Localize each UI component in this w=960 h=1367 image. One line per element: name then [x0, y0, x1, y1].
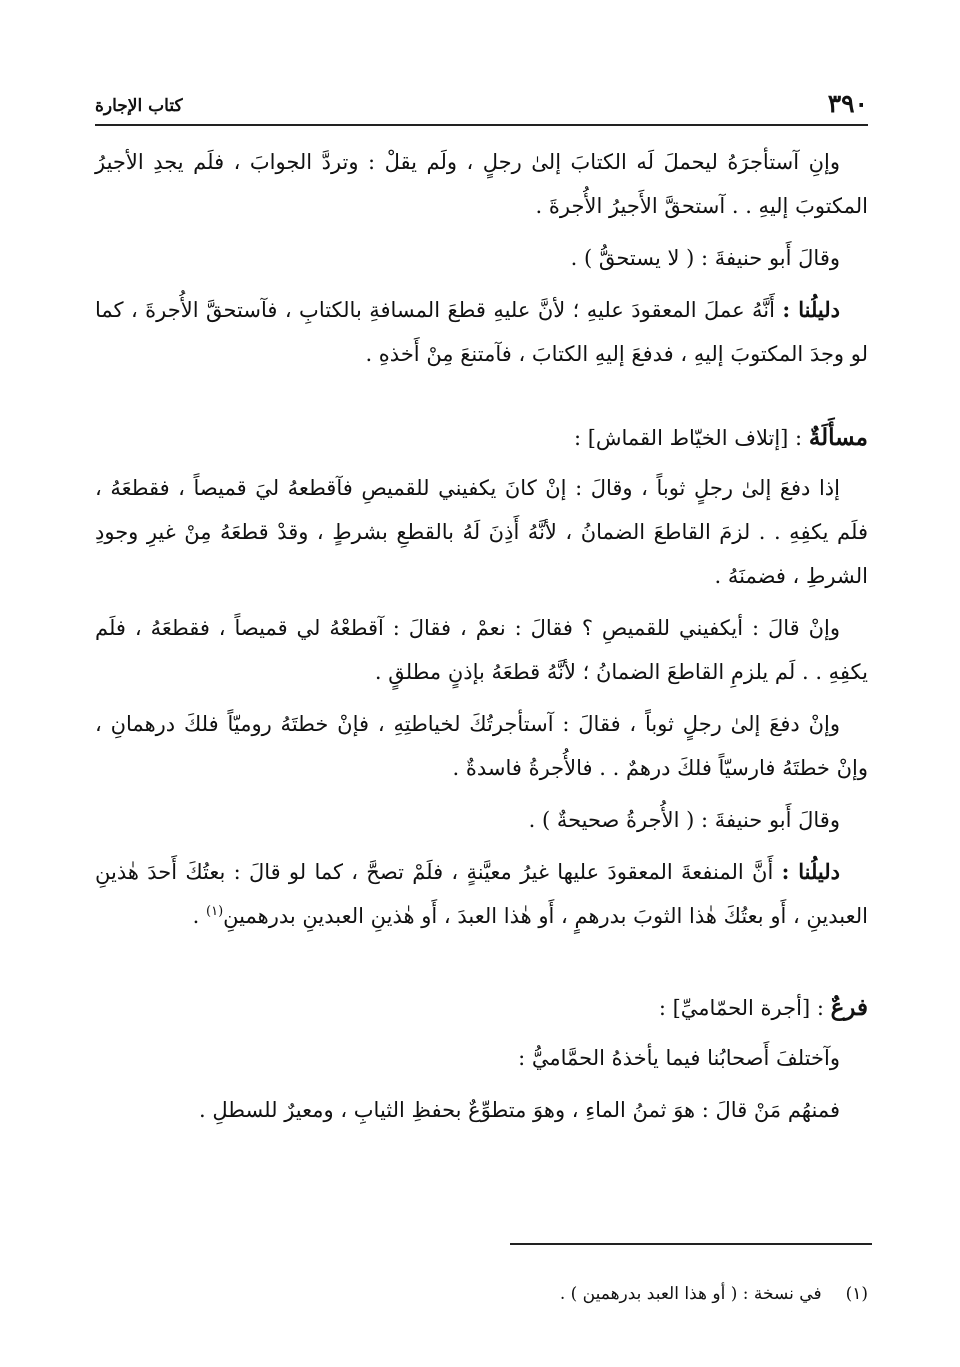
- page-number: ٣٩٠: [827, 89, 868, 118]
- paragraph-text: أَنَّهُ عملَ المعقودَ عليهِ ؛ لأنَّ عليهِ قطعَ المسافةِ بالكتابِ ، فآستحقَّ الأُجرةَ ، كما لو وجدَ المكتوبَ إليهِ ، فدفعَ إليهِ الكتابَ ، فآمتنعَ مِنْ أَخذهِ .: [95, 298, 868, 366]
- paragraph-end: .: [192, 904, 207, 928]
- paragraph: وآختلفَ أَصحابُنا فيما يأخذهُ الحمَّاميُّ :: [518, 1046, 840, 1070]
- paragraph-text: أَنَّ المنفعةَ المعقودَ عليها غيرُ معيَّنةٍ ، فلَمْ تصحَّ ، كما لو قالَ : بعتُكَ أَحدَ هٰذينِ العبدينِ ، أَو بعتُكَ هٰذا الثوبَ بدرهمٍ ، أَو هٰذا العبدَ ، أَو هٰذينِ العبدينِ بدرهمينِ: [95, 860, 868, 928]
- section-heading-issue: [95, 416, 868, 460]
- book-title: كتاب الإجارة: [95, 96, 183, 116]
- footnote-text: في نسخة : ( أو هذا العبد بدرهمين ) .: [559, 1284, 822, 1304]
- paragraph: وإنْ قالَ : أيكفيني للقميصِ ؟ فقالَ : نعمْ ، فقالَ : آقطعْهُ لي قميصاً ، فقطعَهُ ، فلَم يكفِهِ . . لَم يلزمِ القاطعَ الضمانُ ؛ لأنَّهُ قطعَهُ بإذنٍ مطلقٍ .: [95, 616, 868, 684]
- footnote-marker[interactable]: (١): [206, 904, 224, 919]
- branch-label: فرعٌ: [830, 994, 868, 1021]
- paragraph: وإنِ آستأجرَهُ ليحملَ لَه الكتابَ إلىٰ رجلٍ ، ولَم يقلْ : وتردَّ الجوابَ ، فلَم يجدِ الأجيرُ المكتوبَ إليهِ . . آستحقَّ الأَجيرُ الأُجرةَ .: [95, 150, 868, 218]
- paragraph: وإنْ دفعَ إلىٰ رجلٍ ثوباً ، فقالَ : آستأجرتُكَ لخياطتِهِ ، فإنْ خطتَهُ روميّاً فلكَ درهمانِ ، وإنْ خطتَهُ فارسيّاً فلكَ درهمٌ . . فالأُجرةُ فاسدةٌ .: [95, 712, 868, 780]
- paragraph: [95, 850, 868, 938]
- issue-title: : [إتلاف الخيّاط القماش] :: [573, 426, 809, 450]
- branch-title: : [أجرة الحمّاميِّ] :: [658, 996, 831, 1020]
- evidence-label: دليلُنا :: [782, 297, 840, 322]
- footnote-divider: [510, 1243, 872, 1245]
- paragraph: [95, 288, 868, 376]
- evidence-label: دليلُنا :: [781, 859, 840, 884]
- footnote: [95, 1280, 868, 1308]
- main-text: [95, 140, 868, 1140]
- footnote-number: (١): [845, 1284, 868, 1304]
- paragraph: فمنهُم مَنْ قالَ : هوَ ثمنُ الماءِ ، وهوَ متطوِّعٌ بحفظِ الثيابِ ، ومعيرٌ للسطلِ .: [198, 1098, 840, 1122]
- running-header: [95, 84, 868, 126]
- paragraph: وقالَ أَبو حنيفةَ : ( لا يستحقُّ ) .: [570, 246, 840, 270]
- section-heading-branch: [95, 986, 868, 1030]
- issue-label: مسأَلَةٌ: [808, 424, 868, 451]
- paragraph: إذا دفعَ إلىٰ رجلٍ ثوباً ، وقالَ : إنْ كانَ يكفيني للقميصِ فآقطعهُ ليَ قميصاً ، فقطعَهُ ، فلَم يكفِهِ . . لزمَ القاطعَ الضمانُ ، لأنَّهُ أَذِنَ لَهُ بالقطعِ بشرطٍ ، وقدْ قطعَهُ مِنْ غيرِ وجودِ الشرطِ ، فضمنَهُ .: [95, 476, 868, 588]
- paragraph: وقالَ أَبو حنيفةَ : ( الأُجرةُ صحيحةٌ ) .: [528, 808, 840, 832]
